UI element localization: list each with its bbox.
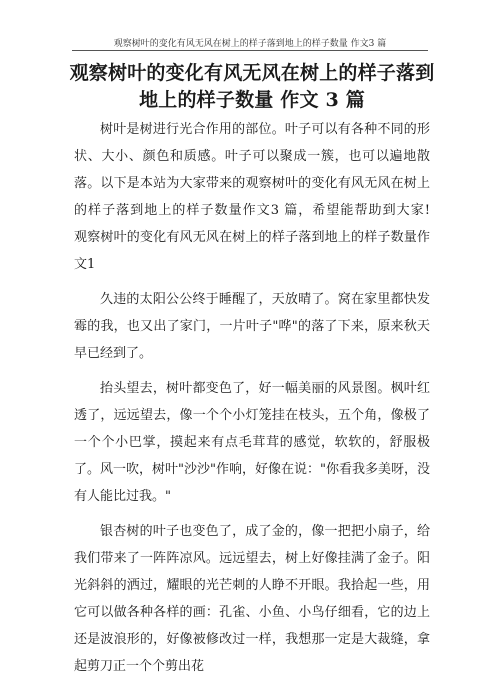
paragraph-ginkgo: 银杏树的叶子也变色了，成了金的，像一把把小扇子，给我们带来了一阵阵凉风。远远望去，树上好像挂满了金子。阳光斜斜的洒过，耀眼的光芒刺的人睁不开眼。我拾起一些，用它可以做各种各样的画：孔雀、小鱼、小鸟仔细看，它的边上还是波浪形的，好像被修改过一样，我想那一定是大裁缝，拿起剪刀正一个个剪出花 — [74, 524, 430, 674]
paragraph-intro: 树叶是树进行光合作用的部位。叶子可以有各种不同的形状、大小、颜色和质感。叶子可以聚成一簇，也可以遍地散落。以下是本站为大家带来的观察树叶的变化有风无风在树上的样子落到地上的样子数量作文3 篇，希望能帮助到大家! 观察树叶的变化有风无风在树上的样子落到地上的样子数量作文1 — [74, 122, 457, 272]
document-body — [74, 116, 457, 688]
running-header: 观察树叶的变化有风无风在树上的样子落到地上的样子数量 作文3 篇 — [113, 39, 387, 49]
paragraph-maple: 抬头望去，树叶都变色了，好一幅美丽的风景图。枫叶红透了，远远望去，像一个个小灯笼挂在枝头，五个角，像极了一个个小巴掌，摸起来有点毛茸茸的感觉，软软的，舒服极了。风一吹，树叶"沙沙"作响，好像在说："你看我多美呀，没有人能比过我。" — [74, 381, 430, 504]
paragraph-sun: 久违的太阳公公终于睡醒了，天放晴了。窝在家里都快发霉的我，也又出了家门，一片叶子"哗"的落了下来，原来秋天早已经到了。 — [74, 292, 430, 361]
document-title: 观察树叶的变化有风无风在树上的样子落到地上的样子数量 作文 3 篇 — [69, 62, 435, 111]
header-divider — [72, 50, 428, 51]
